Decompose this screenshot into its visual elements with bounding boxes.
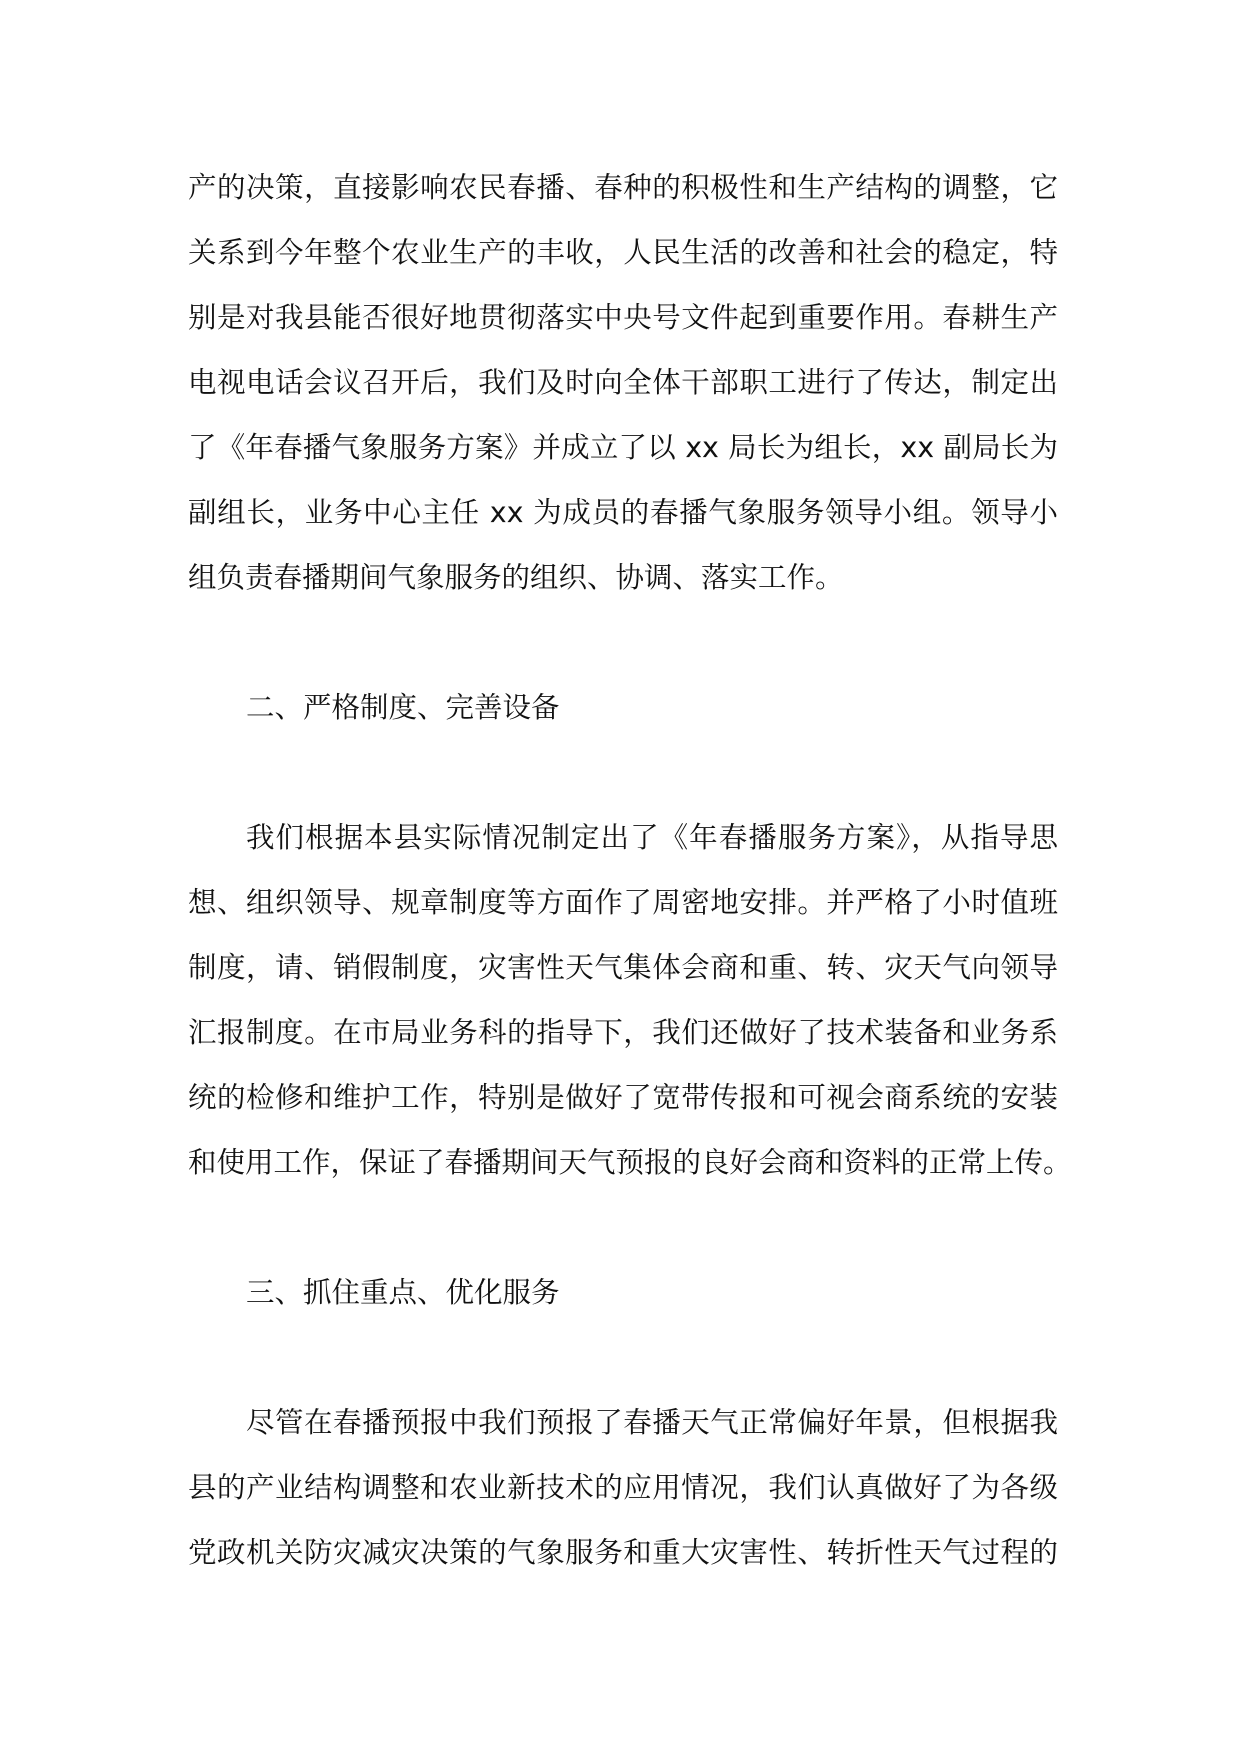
paragraph-line: 副组长，业务中心主任 xx 为成员的春播气象服务领导小组。领导小 (188, 496, 1058, 529)
paragraph-line: 汇报制度。在市局业务科的指导下，我们还做好了技术装备和业务系 (188, 1016, 1058, 1049)
paragraph-line: 和使用工作，保证了春播期间天气预报的良好会商和资料的正常上传。 (188, 1146, 1072, 1179)
paragraph-2 (188, 805, 1072, 1195)
spacer (188, 1195, 1058, 1260)
spacer (188, 740, 1058, 805)
paragraph-line: 组负责春播期间气象服务的组织、协调、落实工作。 (188, 561, 844, 594)
section-heading-2: 二、严格制度、完善设备 (246, 691, 560, 724)
paragraph-line: 统的检修和维护工作，特别是做好了宽带传报和可视会商系统的安装 (188, 1081, 1058, 1114)
spacer (188, 1325, 1058, 1390)
paragraph-line: 别是对我县能否很好地贯彻落实中央号文件起到重要作用。春耕生产 (188, 301, 1058, 334)
paragraph-line: 党政机关防灾减灾决策的气象服务和重大灾害性、转折性天气过程的 (188, 1536, 1058, 1569)
paragraph-line: 我们根据本县实际情况制定出了《年春播服务方案》，从指导思 (246, 821, 1058, 854)
paragraph-1 (188, 155, 1058, 610)
paragraph-line: 产的决策，直接影响农民春播、春种的积极性和生产结构的调整，它 (188, 171, 1058, 204)
paragraph-line: 县的产业结构调整和农业新技术的应用情况，我们认真做好了为各级 (188, 1471, 1058, 1504)
paragraph-line: 制度，请、销假制度，灾害性天气集体会商和重、转、灾天气向领导 (188, 951, 1058, 984)
section-heading-3: 三、抓住重点、优化服务 (246, 1276, 560, 1309)
paragraph-line: 了《年春播气象服务方案》并成立了以 xx 局长为组长，xx 副局长为 (188, 431, 1058, 464)
spacer (188, 610, 1058, 675)
paragraph-line: 电视电话会议召开后，我们及时向全体干部职工进行了传达，制定出 (188, 366, 1058, 399)
paragraph-line: 想、组织领导、规章制度等方面作了周密地安排。并严格了小时值班 (188, 886, 1058, 919)
paragraph-line: 尽管在春播预报中我们预报了春播天气正常偏好年景，但根据我 (246, 1406, 1058, 1439)
document-body (188, 155, 1072, 1585)
paragraph-line: 关系到今年整个农业生产的丰收，人民生活的改善和社会的稳定，特 (188, 236, 1058, 269)
paragraph-3 (188, 1390, 1058, 1585)
